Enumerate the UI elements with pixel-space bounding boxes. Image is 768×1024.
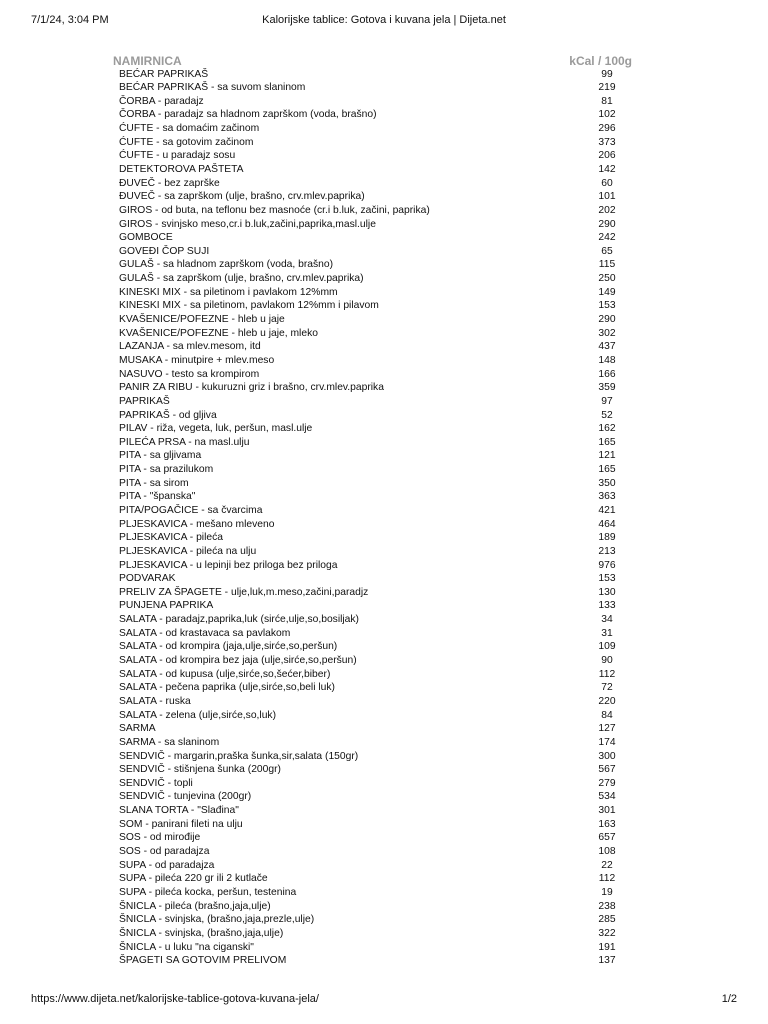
table-row xyxy=(111,913,646,927)
kcal-value: 202 xyxy=(598,204,616,216)
food-name: PAPRIKAŠ - od gljiva xyxy=(119,409,217,421)
food-name: SALATA - paradajz,paprika,luk (sirće,ulje,so,bosiljak) xyxy=(119,614,359,626)
kcal-value: 285 xyxy=(598,914,616,926)
food-name: SALATA - od krastavaca sa pavlakom xyxy=(119,627,291,639)
table-header xyxy=(111,54,646,68)
table-row xyxy=(111,354,646,368)
table-row xyxy=(111,422,646,436)
kcal-value: 322 xyxy=(598,927,616,939)
table-row xyxy=(111,804,646,818)
kcal-value: 534 xyxy=(598,791,616,803)
table-row xyxy=(111,258,646,272)
kcal-value: 191 xyxy=(598,941,616,953)
kcal-value: 976 xyxy=(598,559,616,571)
kcal-value: 242 xyxy=(598,232,616,244)
table-row xyxy=(111,722,646,736)
table-row xyxy=(111,409,646,423)
table-row xyxy=(111,490,646,504)
food-name: SARMA xyxy=(119,723,156,735)
table-row xyxy=(111,927,646,941)
page-title: Kalorijske tablice: Gotova i kuvana jela | Dijeta.net xyxy=(262,14,506,26)
table-row xyxy=(111,81,646,95)
column-header-name: NAMIRNICA xyxy=(113,54,182,68)
table-row xyxy=(111,599,646,613)
table-row xyxy=(111,709,646,723)
table-row xyxy=(111,395,646,409)
food-name: BEĆAR PAPRIKAŠ - sa suvom slaninom xyxy=(119,82,306,94)
food-name: SUPA - pileća 220 gr ili 2 kutlače xyxy=(119,873,268,885)
food-name: ĐUVEČ - sa zaprškom (ulje, brašno, crv.mlev.paprika) xyxy=(119,191,365,203)
food-name: SOM - panirani fileti na ulju xyxy=(119,818,243,830)
kcal-value: 464 xyxy=(598,518,616,530)
food-name: PRELIV ZA ŠPAGETE - ulje,luk,m.meso,začini,paradjz xyxy=(119,586,369,598)
kcal-value: 31 xyxy=(601,627,613,639)
kcal-value: 657 xyxy=(598,832,616,844)
kcal-value: 65 xyxy=(601,245,613,257)
food-name: GOVEĐI ČOP SUJI xyxy=(119,245,210,257)
table-row xyxy=(111,668,646,682)
kcal-value: 115 xyxy=(598,259,616,271)
food-name: SOS - od mirođije xyxy=(119,832,201,844)
kcal-value: 421 xyxy=(598,505,616,516)
food-name: ŠNICLA - u luku "na ciganski" xyxy=(119,941,254,953)
table-row xyxy=(111,245,646,259)
kcal-value: 102 xyxy=(598,109,616,121)
kcal-value: 290 xyxy=(598,314,616,326)
kcal-value: 81 xyxy=(601,95,613,107)
kcal-value: 219 xyxy=(598,82,616,94)
table-row xyxy=(111,859,646,873)
food-name: PITA - sa gljivama xyxy=(119,450,202,462)
kcal-value: 290 xyxy=(598,218,616,230)
column-header-kcal: kCal / 100g xyxy=(569,54,632,68)
food-name: ČORBA - paradajz sa hladnom zaprškom (voda, brašno) xyxy=(119,109,377,121)
kcal-value: 34 xyxy=(601,614,613,626)
food-name: GIROS - od buta, na teflonu bez masnoće (cr.i b.luk, začini, paprika) xyxy=(119,204,430,216)
table-row xyxy=(111,149,646,163)
table-row xyxy=(111,122,646,136)
food-name: PUNJENA PAPRIKA xyxy=(119,600,214,612)
kcal-value: 108 xyxy=(598,846,616,858)
food-name: KINESKI MIX - sa piletinom i pavlakom 12%mm xyxy=(119,286,338,298)
food-name: NASUVO - testo sa krompirom xyxy=(119,368,260,380)
food-name: ŠNICLA - svinjska, (brašno,jaja,ulje) xyxy=(119,927,284,939)
food-name: SALATA - od krompira (jaja,ulje,sirće,so,peršun) xyxy=(119,641,338,653)
table-row xyxy=(111,136,646,150)
kcal-value: 300 xyxy=(598,750,616,762)
table-row xyxy=(111,504,646,518)
kcal-value: 112 xyxy=(598,668,616,680)
food-name: PITA - sa prazilukom xyxy=(119,464,214,476)
table-row xyxy=(111,695,646,709)
kcal-value: 127 xyxy=(598,723,616,735)
food-name: MUSAKA - minutpire + mlev.meso xyxy=(119,354,275,366)
kcal-value: 373 xyxy=(598,136,616,148)
food-name: KVAŠENICE/POFEZNE - hleb u jaje xyxy=(119,314,285,326)
food-name: ĆUFTE - sa gotovim začinom xyxy=(119,136,254,148)
kcal-value: 148 xyxy=(598,354,616,366)
kcal-value: 238 xyxy=(598,900,616,912)
table-row xyxy=(111,831,646,845)
table-row xyxy=(111,327,646,341)
food-name: SALATA - pečena paprika (ulje,sirće,so,beli luk) xyxy=(119,682,335,694)
food-name: GULAŠ - sa zaprškom (ulje, brašno, crv.mlev.paprika) xyxy=(119,273,364,285)
table-row xyxy=(111,299,646,313)
kcal-value: 162 xyxy=(598,423,616,435)
food-name: SALATA - ruska xyxy=(119,695,191,707)
food-name: SENDVIČ - topli xyxy=(119,777,193,789)
food-name: PITA - "španska" xyxy=(119,491,196,503)
food-name: SALATA - zelena (ulje,sirće,so,luk) xyxy=(119,709,276,721)
table-row xyxy=(111,790,646,804)
table-row xyxy=(111,559,646,573)
food-name: ĆUFTE - sa domaćim začinom xyxy=(119,123,260,135)
kcal-value: 142 xyxy=(598,163,616,175)
table-row xyxy=(111,886,646,900)
table-row xyxy=(111,736,646,750)
food-name: ŠNICLA - svinjska, (brašno,jaja,prezle,ulje) xyxy=(119,914,315,926)
food-name: SENDVIČ - margarin,praška šunka,sir,salata (150gr) xyxy=(119,750,359,762)
food-name: PLJESKAVICA - pileća na ulju xyxy=(119,545,257,557)
kcal-value: 279 xyxy=(598,777,616,789)
food-name: ŠNICLA - pileća (brašno,jaja,ulje) xyxy=(119,900,271,912)
food-name: GIROS - svinjsko meso,cr.i b.luk,začini,paprika,masl.ulje xyxy=(119,218,376,230)
page-number: 1/2 xyxy=(721,993,737,1005)
kcal-value: 567 xyxy=(598,764,616,776)
table-row xyxy=(111,381,646,395)
page-url: https://www.dijeta.net/kalorijske-tablice-gotova-kuvana-jela/ xyxy=(31,993,319,1005)
food-name: KINESKI MIX - sa piletinom, pavlakom 12%mm i pilavom xyxy=(119,300,379,312)
food-name: PITA/POGAČICE - sa čvarcima xyxy=(119,505,263,516)
table-row xyxy=(111,954,646,968)
table-row xyxy=(111,627,646,641)
food-name: SALATA - od krompira bez jaja (ulje,sirće,so,peršun) xyxy=(119,655,357,667)
kcal-value: 363 xyxy=(598,491,616,503)
food-name: PANIR ZA RIBU - kukuruzni griz i brašno, crv.mlev.paprika xyxy=(119,382,384,394)
kcal-value: 189 xyxy=(598,532,616,544)
table-row xyxy=(111,190,646,204)
food-name: SOS - od paradajza xyxy=(119,846,210,858)
table-row xyxy=(111,654,646,668)
table-row xyxy=(111,368,646,382)
table-row xyxy=(111,941,646,955)
table-row xyxy=(111,218,646,232)
table-row xyxy=(111,286,646,300)
table-row xyxy=(111,572,646,586)
food-name: ŠPAGETI SA GOTOVIM PRELIVOM xyxy=(119,955,287,967)
kcal-value: 359 xyxy=(598,382,616,394)
food-name: ĆUFTE - u paradajz sosu xyxy=(119,150,236,162)
food-name: SENDVIČ - stišnjena šunka (200gr) xyxy=(119,764,281,776)
table-row xyxy=(111,845,646,859)
calorie-table xyxy=(111,54,646,967)
food-name: PLJESKAVICA - pileća xyxy=(119,532,223,544)
food-name: PITA - sa sirom xyxy=(119,477,189,489)
table-row xyxy=(111,68,646,82)
food-name: BEĆAR PAPRIKAŠ xyxy=(119,68,209,80)
kcal-value: 72 xyxy=(601,682,613,694)
food-name: LAZANJA - sa mlev.mesom, itd xyxy=(119,341,261,353)
kcal-value: 112 xyxy=(598,873,616,885)
kcal-value: 301 xyxy=(598,805,616,817)
kcal-value: 137 xyxy=(598,955,616,967)
food-name: ĐUVEČ - bez zaprške xyxy=(119,177,220,189)
kcal-value: 350 xyxy=(598,477,616,489)
table-row xyxy=(111,177,646,191)
kcal-value: 133 xyxy=(598,600,616,612)
kcal-value: 84 xyxy=(601,709,613,721)
table-row xyxy=(111,818,646,832)
kcal-value: 302 xyxy=(598,327,616,339)
table-row xyxy=(111,750,646,764)
table-row xyxy=(111,231,646,245)
table-row xyxy=(111,531,646,545)
food-name: KVAŠENICE/POFEZNE - hleb u jaje, mleko xyxy=(119,327,318,339)
food-name: SALATA - od kupusa (ulje,sirće,so,šećer,biber) xyxy=(119,668,331,680)
kcal-value: 165 xyxy=(598,436,616,448)
table-row xyxy=(111,545,646,559)
table-row xyxy=(111,449,646,463)
food-name: ČORBA - paradajz xyxy=(119,95,204,107)
table-row xyxy=(111,204,646,218)
food-name: GOMBOCE xyxy=(119,232,173,244)
food-name: PLJESKAVICA - u lepinji bez priloga bez priloga xyxy=(119,559,338,571)
food-name: PAPRIKAŠ xyxy=(119,395,170,407)
table-row xyxy=(111,463,646,477)
kcal-value: 90 xyxy=(601,655,613,667)
table-row xyxy=(111,586,646,600)
food-name: GULAŠ - sa hladnom zaprškom (voda, brašno) xyxy=(119,259,334,271)
food-name: SLANA TORTA - "Slađina" xyxy=(119,805,239,817)
table-row xyxy=(111,763,646,777)
kcal-value: 101 xyxy=(598,191,616,203)
table-row xyxy=(111,340,646,354)
food-name: PODVARAK xyxy=(119,573,176,585)
kcal-value: 109 xyxy=(598,641,616,653)
kcal-value: 121 xyxy=(598,450,616,462)
table-row xyxy=(111,681,646,695)
kcal-value: 163 xyxy=(598,818,616,830)
kcal-value: 220 xyxy=(598,695,616,707)
food-name: SUPA - od paradajza xyxy=(119,859,215,871)
table-body xyxy=(111,68,646,968)
kcal-value: 206 xyxy=(598,150,616,162)
food-name: SARMA - sa slaninom xyxy=(119,736,220,748)
table-row xyxy=(111,108,646,122)
kcal-value: 99 xyxy=(601,68,613,80)
table-row xyxy=(111,313,646,327)
kcal-value: 174 xyxy=(598,736,616,748)
food-name: SUPA - pileća kocka, peršun, testenina xyxy=(119,886,297,898)
food-name: DETEKTOROVA PAŠTETA xyxy=(119,163,244,175)
kcal-value: 149 xyxy=(598,286,616,298)
table-row xyxy=(111,640,646,654)
kcal-value: 130 xyxy=(598,586,616,598)
kcal-value: 22 xyxy=(601,859,613,871)
kcal-value: 52 xyxy=(601,409,613,421)
kcal-value: 153 xyxy=(598,300,616,312)
food-name: PILEĆA PRSA - na masl.ulju xyxy=(119,436,250,448)
kcal-value: 296 xyxy=(598,123,616,135)
kcal-value: 19 xyxy=(601,886,613,898)
table-row xyxy=(111,477,646,491)
food-name: PILAV - riža, vegeta, luk, peršun, masl.ulje xyxy=(119,423,313,435)
food-name: PLJESKAVICA - mešano mleveno xyxy=(119,518,275,530)
table-row xyxy=(111,436,646,450)
food-name: SENDVIČ - tunjevina (200gr) xyxy=(119,791,252,803)
kcal-value: 166 xyxy=(598,368,616,380)
kcal-value: 250 xyxy=(598,273,616,285)
table-row xyxy=(111,95,646,109)
table-row xyxy=(111,777,646,791)
kcal-value: 165 xyxy=(598,464,616,476)
table-row xyxy=(111,900,646,914)
kcal-value: 213 xyxy=(598,545,616,557)
kcal-value: 153 xyxy=(598,573,616,585)
table-row xyxy=(111,872,646,886)
kcal-value: 60 xyxy=(601,177,613,189)
table-row xyxy=(111,272,646,286)
print-datetime: 7/1/24, 3:04 PM xyxy=(31,14,109,26)
kcal-value: 437 xyxy=(598,341,616,353)
table-row xyxy=(111,518,646,532)
table-row xyxy=(111,163,646,177)
kcal-value: 97 xyxy=(601,395,613,407)
table-row xyxy=(111,613,646,627)
